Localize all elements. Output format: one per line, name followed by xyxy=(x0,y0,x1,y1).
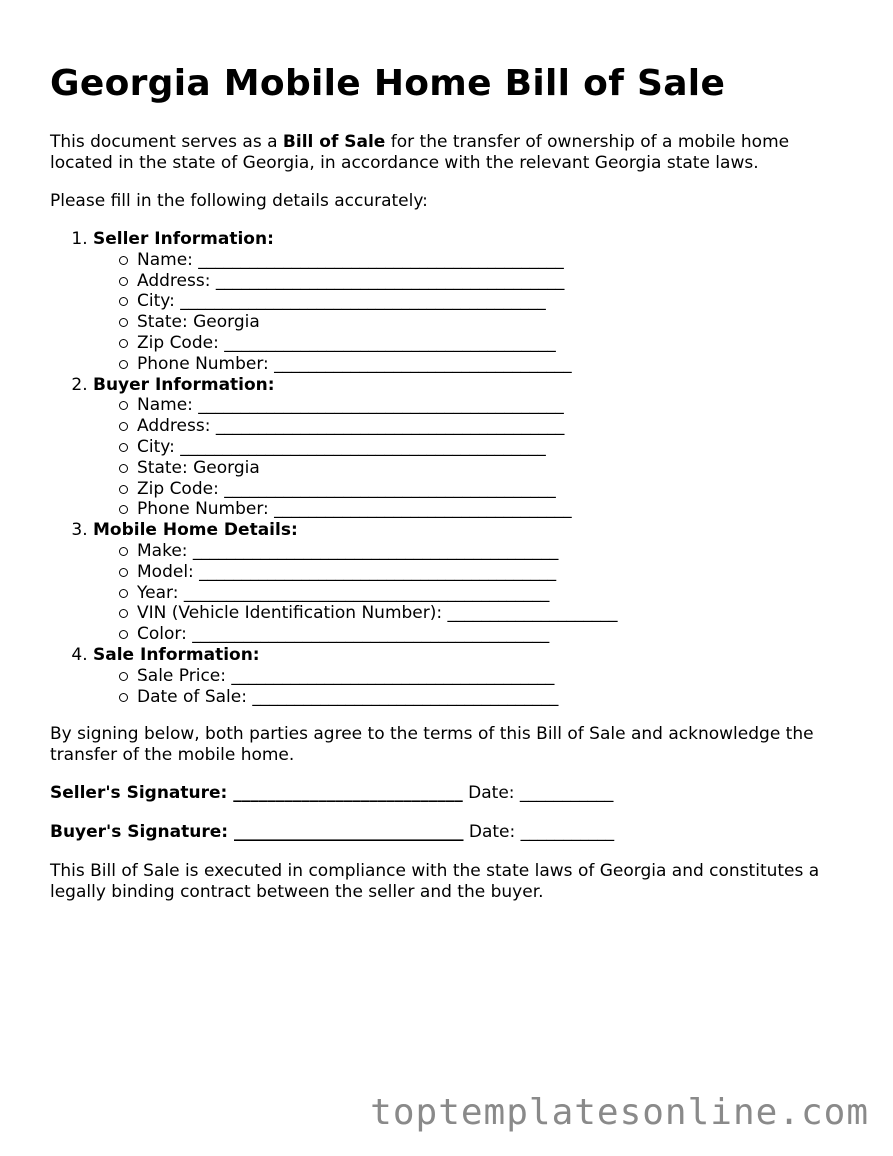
field-buyer-city[interactable]: City: ___________________________________________ xyxy=(137,437,850,458)
field-buyer-zip[interactable]: Zip Code: _______________________________________ xyxy=(137,479,850,500)
field-sale-price[interactable]: Sale Price: ______________________________________ xyxy=(137,666,850,687)
section-seller xyxy=(93,229,850,375)
field-list xyxy=(93,541,850,645)
sections-list xyxy=(50,229,850,707)
document-title: Georgia Mobile Home Bill of Sale xyxy=(50,63,726,104)
field-sale-date[interactable]: Date of Sale: ____________________________________ xyxy=(137,687,850,708)
field-seller-address[interactable]: Address: _________________________________________ xyxy=(137,271,850,292)
intro-bold-term: Bill of Sale xyxy=(282,132,386,152)
field-model[interactable]: Model: __________________________________________ xyxy=(137,562,850,583)
field-list xyxy=(93,395,850,520)
field-buyer-state: State: Georgia xyxy=(137,458,850,479)
field-seller-phone[interactable]: Phone Number: ___________________________________ xyxy=(137,354,850,375)
field-seller-name[interactable]: Name: ___________________________________________ xyxy=(137,250,850,271)
section-buyer xyxy=(93,375,850,521)
closing-paragraph: This Bill of Sale is executed in compliance with the state laws of Georgia and constitutes a legally binding contract between the seller and the buyer. xyxy=(50,861,820,903)
section-title: Sale Information: xyxy=(93,644,260,665)
seller-signature-line[interactable] xyxy=(50,783,850,804)
field-year[interactable]: Year: ___________________________________________ xyxy=(137,583,850,604)
section-sale xyxy=(93,645,850,707)
field-color[interactable]: Color: __________________________________________ xyxy=(137,624,850,645)
field-seller-zip[interactable]: Zip Code: _______________________________________ xyxy=(137,333,850,354)
instruction-text: Please fill in the following details accurately: xyxy=(50,191,428,211)
section-title: Mobile Home Details: xyxy=(93,520,298,541)
intro-paragraph xyxy=(50,132,850,174)
field-seller-state: State: Georgia xyxy=(137,312,850,333)
section-title: Seller Information: xyxy=(93,229,274,249)
agreement-paragraph: By signing below, both parties agree to the terms of this Bill of Sale and acknowledge the transfer of the mobile home. xyxy=(50,724,814,766)
field-list xyxy=(93,250,850,375)
section-mobile-home xyxy=(93,520,850,645)
field-vin[interactable]: VIN (Vehicle Identification Number): ____________________ xyxy=(137,603,850,624)
seller-signature-label: Seller's Signature: ___________________________ xyxy=(50,783,463,804)
field-make[interactable]: Make: ___________________________________________ xyxy=(137,541,850,562)
seller-date-field[interactable]: Date: ___________ xyxy=(462,783,614,804)
buyer-signature-line[interactable] xyxy=(50,822,850,843)
buyer-date-field[interactable]: Date: ___________ xyxy=(463,822,615,843)
intro-text-start: This document serves as a xyxy=(50,132,283,152)
section-title: Buyer Information: xyxy=(93,374,275,395)
field-buyer-address[interactable]: Address: _________________________________________ xyxy=(137,416,850,437)
document-page xyxy=(50,62,850,903)
buyer-signature-label: Buyer's Signature: ___________________________ xyxy=(50,822,464,843)
intro-text-end: for the transfer of ownership of a mobile home located in the state of Georgia, in accordance with the relevant Georgia state laws. xyxy=(50,132,790,173)
watermark-text: toptemplatesonline.com xyxy=(370,1092,869,1133)
field-buyer-phone[interactable]: Phone Number: ___________________________________ xyxy=(137,499,850,520)
field-seller-city[interactable]: City: ___________________________________________ xyxy=(137,291,850,312)
field-list xyxy=(93,666,850,708)
field-buyer-name[interactable]: Name: ___________________________________________ xyxy=(137,395,850,416)
